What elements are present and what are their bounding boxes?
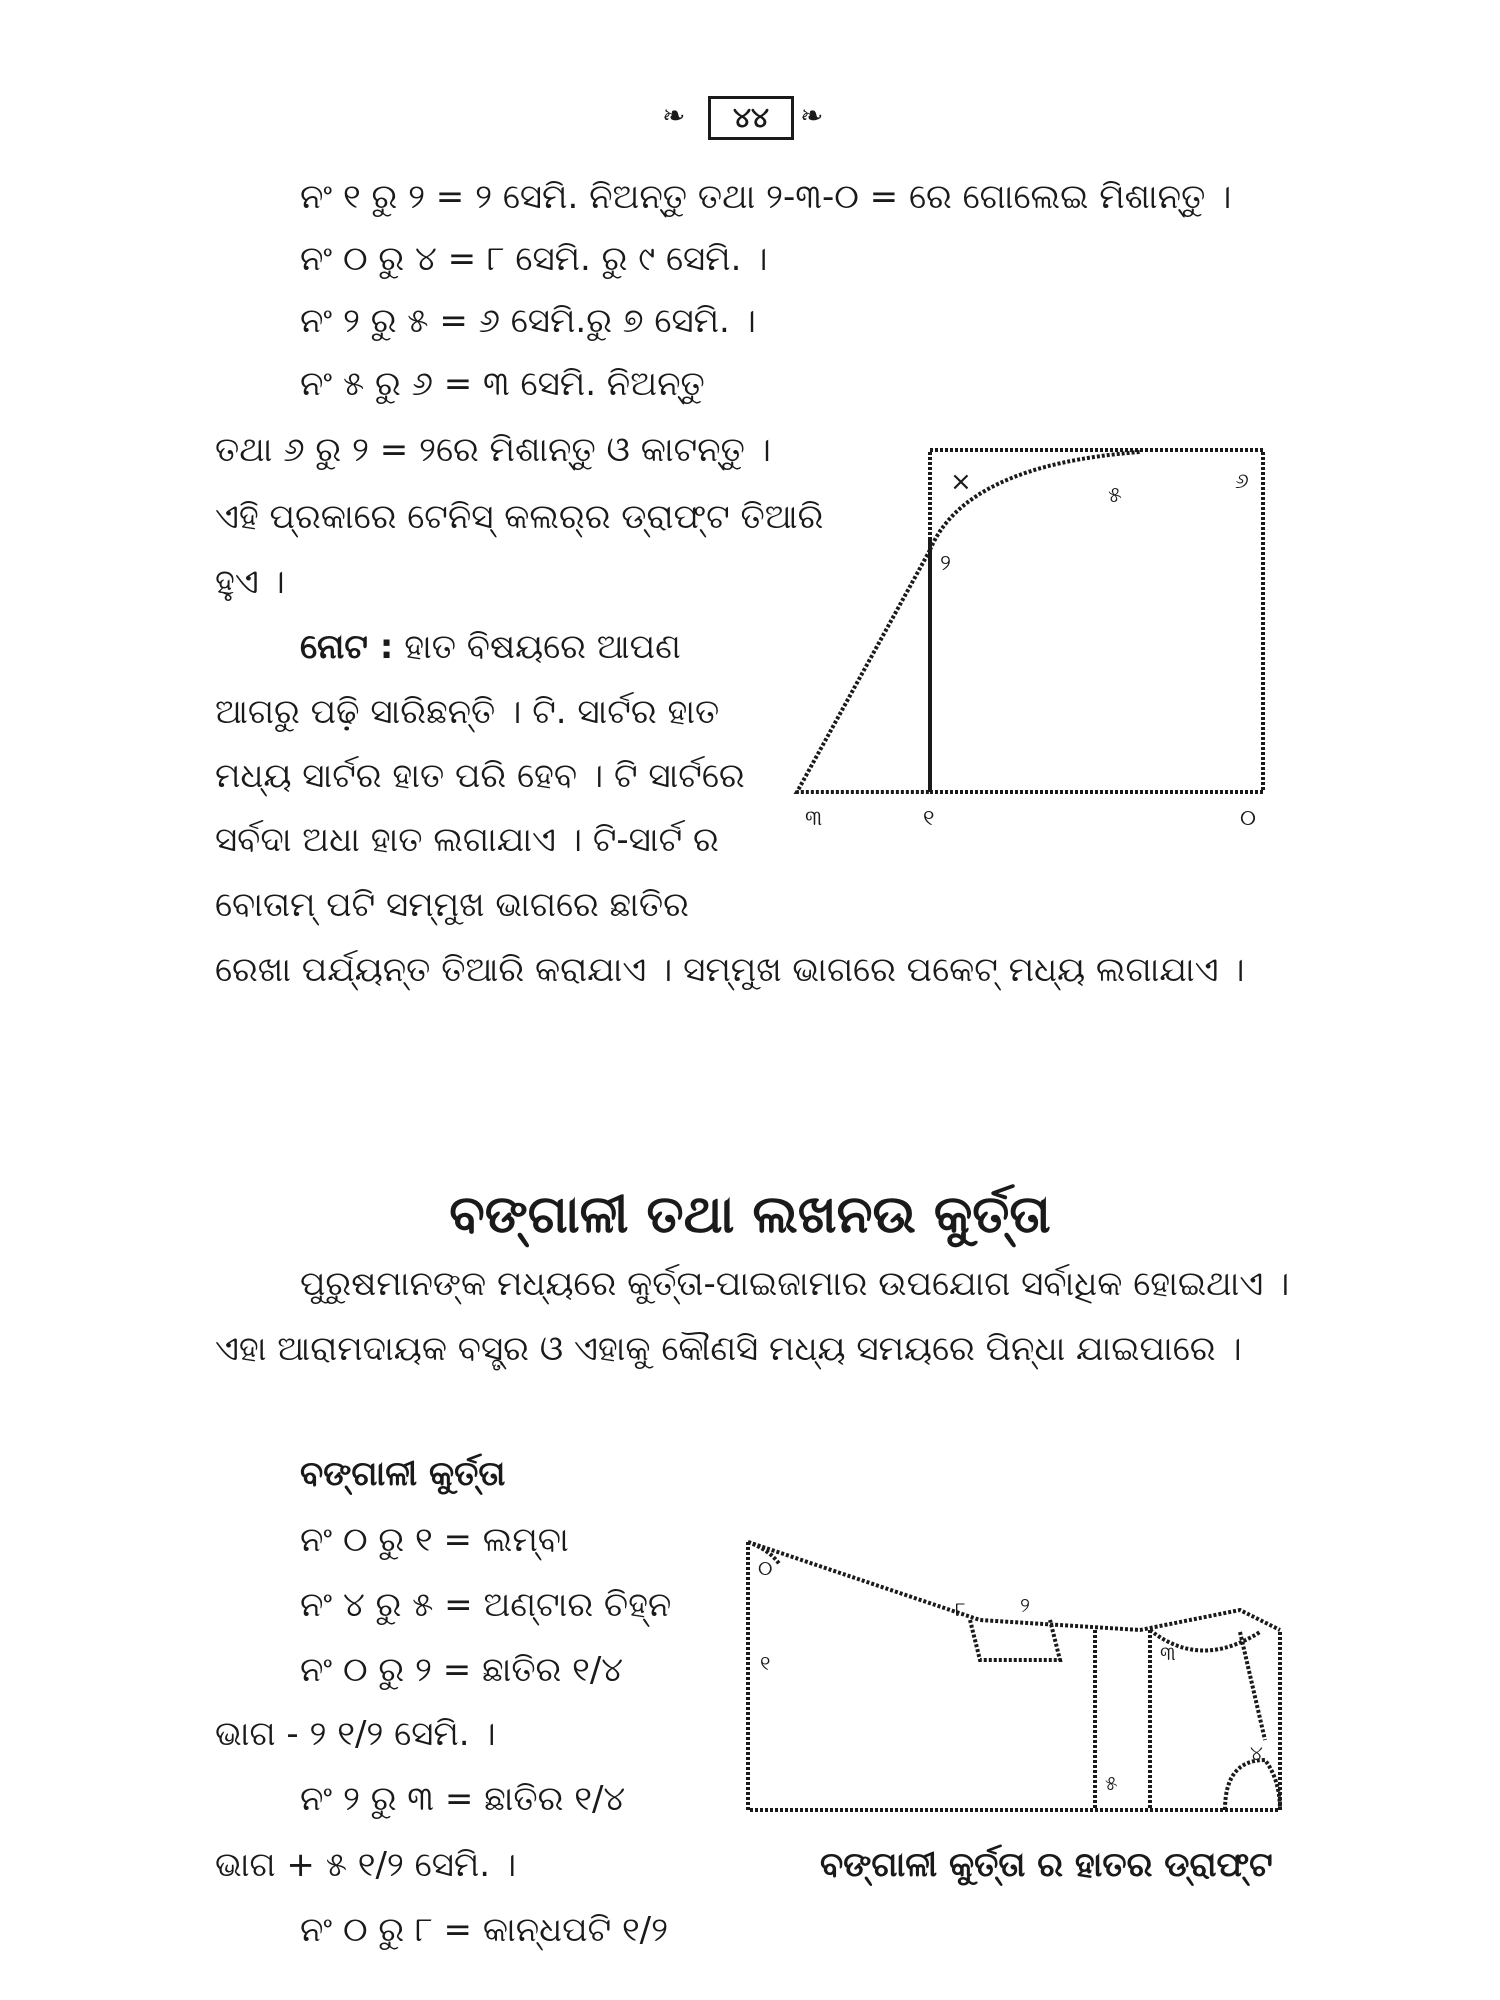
sleeve-outline bbox=[748, 1542, 1280, 1810]
diagram-label: ୦ bbox=[758, 1556, 773, 1580]
sleeve-top-line bbox=[748, 1542, 1280, 1630]
diagram-label: × bbox=[950, 467, 972, 497]
diagram-label: ୬ bbox=[1235, 469, 1249, 494]
text-line: ନଂ ୪ ରୁ ୫ = ଅଣ୍ଟାର ଚିହ୍ନ bbox=[300, 1585, 672, 1625]
text-line: ନଂ ୨ ରୁ ୫ = ୬ ସେମି.ରୁ ୭ ସେମି. । bbox=[300, 301, 756, 341]
diagram-label: ୩ bbox=[1160, 1641, 1176, 1665]
text-line: ରେଖା ପର୍ଯ୍ୟନ୍ତ ତିଆରି କରାଯାଏ । ସମ୍ମୁଖ ଭାଗରେ ପକେଟ୍ ମଧ୍ୟ ଲଗାଯାଏ । bbox=[215, 950, 1245, 990]
text-line: ନଂ ୦ ରୁ ୨ = ଛାତିର ୧/୪ bbox=[300, 1650, 624, 1690]
text-line: ନଂ ୦ ରୁ ୧ = ଲମ୍ବା bbox=[300, 1520, 569, 1560]
text-line: ଏହି ପ୍ରକାରେ ଟେନିସ୍ କଲର୍‌ର ଡ୍ରାଫ୍ଟ ତିଆରି bbox=[215, 497, 824, 537]
diagram-caption: ବଙ୍ଗାଳୀ କୁର୍ତ୍ତା ର ହାତର ଡ୍ରାଫ୍ଟ bbox=[820, 1845, 1273, 1885]
diagram-label: ୫ bbox=[1105, 1771, 1118, 1795]
ornament-right-icon: ❧ bbox=[800, 99, 824, 132]
diagram-label: ୧ bbox=[923, 806, 935, 831]
text-line: ଆଗରୁ ପଢ଼ି ସାରିଛନ୍ତି । ଟି. ସାର୍ଟର ହାତ bbox=[215, 692, 720, 732]
ornament-left-icon: ❧ bbox=[662, 99, 686, 132]
diagram-rect bbox=[930, 450, 1263, 792]
text-line: ଭାଗ + ୫ ୧/୨ ସେମି. । bbox=[215, 1845, 517, 1885]
collar-draft-diagram bbox=[780, 430, 1300, 850]
diagram-label: ୩ bbox=[805, 806, 823, 831]
diagram-label: ୦ bbox=[1240, 806, 1256, 831]
text-line: ନଂ ୧ ରୁ ୨ = ୨ ସେମି. ନିଅନ୍ତୁ ତଥା ୨-୩-୦ = ରେ ଗୋଲେଇ ମିଶାନ୍ତୁ । bbox=[300, 177, 1232, 217]
diagram-label: ୮ bbox=[955, 1597, 966, 1621]
text-line: ଏହା ଆରାମଦାୟକ ବସ୍ତ୍ର ଓ ଏହାକୁ କୌଣସି ମଧ୍ୟ ସମୟରେ ପିନ୍ଧା ଯାଇପାରେ । bbox=[215, 1329, 1242, 1369]
text-line: ପୁରୁଷମାନଙ୍କ ମଧ୍ୟରେ କୁର୍ତ୍ତା-ପାଇଜାମାର ଉପଯୋଗ ସର୍ବାଧିକ ହୋଇଥାଏ । bbox=[300, 1264, 1290, 1304]
diagram-label: ୨ bbox=[1020, 1593, 1030, 1617]
note-line bbox=[300, 625, 681, 669]
sleeve-slant bbox=[1240, 1632, 1265, 1740]
section-heading: ବଙ୍ଗାଳୀ ତଥା ଲଖନଉ କୁର୍ତ୍ତା bbox=[449, 1185, 1051, 1245]
diagram-label: ୪ bbox=[1250, 1741, 1263, 1765]
text-line: ଭାଗ - ୨ ୧/୨ ସେମି. । bbox=[215, 1714, 496, 1754]
subheading: ବଙ୍ଗାଳୀ କୁର୍ତ୍ତା bbox=[300, 1454, 506, 1494]
diagram-label: ୨ bbox=[940, 551, 951, 576]
text-line: ସର୍ବଦା ଅଧା ହାତ ଲଗାଯାଏ । ଟି-ସାର୍ଟ ର bbox=[215, 820, 719, 860]
text-line: ନଂ ୫ ରୁ ୬ = ୩ ସେମି. ନିଅନ୍ତୁ bbox=[300, 364, 705, 404]
diagram-triangle bbox=[797, 550, 930, 792]
diagram-label: ୧ bbox=[760, 1651, 771, 1675]
text-line: ନଂ ୨ ରୁ ୩ = ଛାତିର ୧/୪ bbox=[300, 1779, 626, 1819]
note-label: ନୋଟ : bbox=[300, 627, 394, 667]
text-line: ବୋତାମ୍ ପଟି ସମ୍ମୁଖ ଭାଗରେ ଛାତିର bbox=[215, 885, 689, 925]
text-line: ମଧ୍ୟ ସାର୍ଟର ହାତ ପରି ହେବ । ଟି ସାର୍ଟରେ bbox=[215, 756, 745, 796]
note-text: ହାତ ବିଷୟରେ ଆପଣ bbox=[404, 627, 681, 667]
text-line: ତଥା ୬ ରୁ ୨ = ୨ରେ ମିଶାନ୍ତୁ ଓ କାଟନ୍ତୁ । bbox=[215, 430, 771, 470]
text-line: ନଂ ୦ ରୁ ୪ = ୮ ସେମି. ରୁ ୯ ସେମି. । bbox=[300, 239, 768, 279]
text-line: ନଂ ୦ ରୁ ୮ = କାନ୍ଧପଟି ୧/୨ bbox=[300, 1910, 669, 1950]
sleeve-cuff-curve bbox=[1225, 1760, 1280, 1810]
text-line: ହୁଏ । bbox=[215, 562, 285, 602]
page-number: ୪୪ bbox=[708, 96, 794, 140]
page-number-ornament bbox=[660, 92, 840, 140]
diagram-label: ୫ bbox=[1108, 483, 1122, 508]
kurta-sleeve-draft-diagram bbox=[720, 1520, 1320, 1840]
